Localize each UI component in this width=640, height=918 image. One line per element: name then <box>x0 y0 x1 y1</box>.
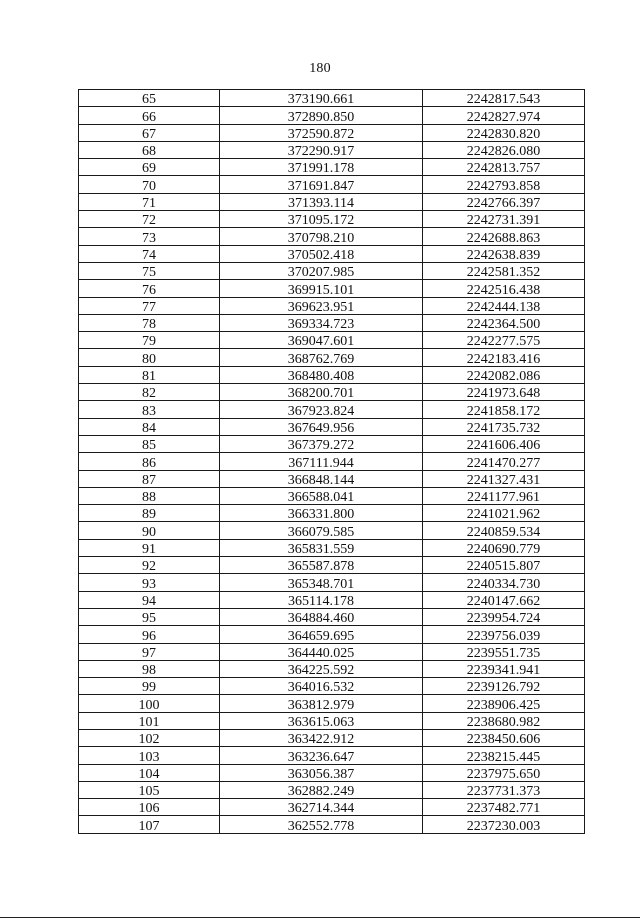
table-row <box>79 729 585 746</box>
point-number-cell: 95 <box>79 608 220 625</box>
x-coordinate-cell: 371991.178 <box>220 159 423 176</box>
x-coordinate-cell: 368480.408 <box>220 366 423 383</box>
table-row <box>79 643 585 660</box>
point-number-cell: 106 <box>79 799 220 816</box>
y-coordinate-cell: 2239341.941 <box>423 660 585 677</box>
table-row <box>79 349 585 366</box>
x-coordinate-cell: 369623.951 <box>220 297 423 314</box>
point-number-cell: 103 <box>79 747 220 764</box>
table-row <box>79 712 585 729</box>
y-coordinate-cell: 2242183.416 <box>423 349 585 366</box>
y-coordinate-cell: 2240859.534 <box>423 522 585 539</box>
table-row <box>79 574 585 591</box>
y-coordinate-cell: 2241021.962 <box>423 505 585 522</box>
point-number-cell: 97 <box>79 643 220 660</box>
table-row <box>79 297 585 314</box>
y-coordinate-cell: 2242766.397 <box>423 193 585 210</box>
table-row <box>79 660 585 677</box>
x-coordinate-cell: 363236.647 <box>220 747 423 764</box>
y-coordinate-cell: 2239756.039 <box>423 626 585 643</box>
y-coordinate-cell: 2239126.792 <box>423 678 585 695</box>
y-coordinate-cell: 2237230.003 <box>423 816 585 833</box>
y-coordinate-cell: 2242817.543 <box>423 90 585 107</box>
point-number-cell: 77 <box>79 297 220 314</box>
y-coordinate-cell: 2238906.425 <box>423 695 585 712</box>
x-coordinate-cell: 372890.850 <box>220 107 423 124</box>
y-coordinate-cell: 2241735.732 <box>423 418 585 435</box>
point-number-cell: 96 <box>79 626 220 643</box>
table-row <box>79 435 585 452</box>
x-coordinate-cell: 364016.532 <box>220 678 423 695</box>
point-number-cell: 65 <box>79 90 220 107</box>
y-coordinate-cell: 2242793.858 <box>423 176 585 193</box>
point-number-cell: 84 <box>79 418 220 435</box>
point-number-cell: 69 <box>79 159 220 176</box>
table-row <box>79 608 585 625</box>
table-row <box>79 505 585 522</box>
y-coordinate-cell: 2242688.863 <box>423 228 585 245</box>
y-coordinate-cell: 2240690.779 <box>423 539 585 556</box>
point-number-cell: 98 <box>79 660 220 677</box>
x-coordinate-cell: 372590.872 <box>220 124 423 141</box>
table-row <box>79 522 585 539</box>
x-coordinate-cell: 367923.824 <box>220 401 423 418</box>
y-coordinate-cell: 2242638.839 <box>423 245 585 262</box>
table-row <box>79 262 585 279</box>
table-row <box>79 366 585 383</box>
y-coordinate-cell: 2237731.373 <box>423 781 585 798</box>
table-row <box>79 228 585 245</box>
point-number-cell: 107 <box>79 816 220 833</box>
point-number-cell: 100 <box>79 695 220 712</box>
table-row <box>79 799 585 816</box>
y-coordinate-cell: 2242277.575 <box>423 332 585 349</box>
x-coordinate-cell: 367649.956 <box>220 418 423 435</box>
y-coordinate-cell: 2242364.500 <box>423 314 585 331</box>
page-number: 180 <box>309 61 331 76</box>
x-coordinate-cell: 371691.847 <box>220 176 423 193</box>
x-coordinate-cell: 362552.778 <box>220 816 423 833</box>
y-coordinate-cell: 2240515.807 <box>423 557 585 574</box>
point-number-cell: 79 <box>79 332 220 349</box>
table-row <box>79 781 585 798</box>
table-row <box>79 470 585 487</box>
y-coordinate-cell: 2239954.724 <box>423 608 585 625</box>
point-number-cell: 105 <box>79 781 220 798</box>
table-row <box>79 211 585 228</box>
point-number-cell: 76 <box>79 280 220 297</box>
x-coordinate-cell: 372290.917 <box>220 141 423 158</box>
table-row <box>79 764 585 781</box>
point-number-cell: 80 <box>79 349 220 366</box>
point-number-cell: 66 <box>79 107 220 124</box>
table-row <box>79 678 585 695</box>
y-coordinate-cell: 2242444.138 <box>423 297 585 314</box>
point-number-cell: 87 <box>79 470 220 487</box>
point-number-cell: 81 <box>79 366 220 383</box>
y-coordinate-cell: 2240334.730 <box>423 574 585 591</box>
coordinate-table-body <box>79 90 585 834</box>
point-number-cell: 83 <box>79 401 220 418</box>
y-coordinate-cell: 2241177.961 <box>423 487 585 504</box>
x-coordinate-cell: 368200.701 <box>220 384 423 401</box>
y-coordinate-cell: 2242516.438 <box>423 280 585 297</box>
x-coordinate-cell: 369047.601 <box>220 332 423 349</box>
x-coordinate-cell: 364884.460 <box>220 608 423 625</box>
x-coordinate-cell: 369334.723 <box>220 314 423 331</box>
point-number-cell: 72 <box>79 211 220 228</box>
y-coordinate-cell: 2242082.086 <box>423 366 585 383</box>
x-coordinate-cell: 366079.585 <box>220 522 423 539</box>
y-coordinate-cell: 2238215.445 <box>423 747 585 764</box>
point-number-cell: 85 <box>79 435 220 452</box>
table-row <box>79 557 585 574</box>
y-coordinate-cell: 2242731.391 <box>423 211 585 228</box>
x-coordinate-cell: 364659.695 <box>220 626 423 643</box>
y-coordinate-cell: 2241858.172 <box>423 401 585 418</box>
table-row <box>79 90 585 107</box>
table-row <box>79 176 585 193</box>
x-coordinate-cell: 373190.661 <box>220 90 423 107</box>
point-number-cell: 90 <box>79 522 220 539</box>
point-number-cell: 71 <box>79 193 220 210</box>
point-number-cell: 94 <box>79 591 220 608</box>
table-row <box>79 626 585 643</box>
point-number-cell: 67 <box>79 124 220 141</box>
x-coordinate-cell: 362714.344 <box>220 799 423 816</box>
x-coordinate-cell: 364225.592 <box>220 660 423 677</box>
x-coordinate-cell: 362882.249 <box>220 781 423 798</box>
y-coordinate-cell: 2241327.431 <box>423 470 585 487</box>
table-row <box>79 107 585 124</box>
point-number-cell: 92 <box>79 557 220 574</box>
x-coordinate-cell: 364440.025 <box>220 643 423 660</box>
point-number-cell: 88 <box>79 487 220 504</box>
table-row <box>79 453 585 470</box>
point-number-cell: 75 <box>79 262 220 279</box>
y-coordinate-cell: 2241606.406 <box>423 435 585 452</box>
x-coordinate-cell: 365114.178 <box>220 591 423 608</box>
y-coordinate-cell: 2240147.662 <box>423 591 585 608</box>
y-coordinate-cell: 2241470.277 <box>423 453 585 470</box>
y-coordinate-cell: 2242813.757 <box>423 159 585 176</box>
x-coordinate-cell: 365831.559 <box>220 539 423 556</box>
x-coordinate-cell: 370798.210 <box>220 228 423 245</box>
y-coordinate-cell: 2239551.735 <box>423 643 585 660</box>
point-number-cell: 86 <box>79 453 220 470</box>
x-coordinate-cell: 363422.912 <box>220 729 423 746</box>
point-number-cell: 101 <box>79 712 220 729</box>
table-row <box>79 418 585 435</box>
point-number-cell: 102 <box>79 729 220 746</box>
point-number-cell: 89 <box>79 505 220 522</box>
table-row <box>79 159 585 176</box>
point-number-cell: 104 <box>79 764 220 781</box>
point-number-cell: 68 <box>79 141 220 158</box>
y-coordinate-cell: 2238680.982 <box>423 712 585 729</box>
x-coordinate-cell: 365587.878 <box>220 557 423 574</box>
point-number-cell: 70 <box>79 176 220 193</box>
table-row <box>79 539 585 556</box>
point-number-cell: 73 <box>79 228 220 245</box>
table-row <box>79 314 585 331</box>
point-number-cell: 91 <box>79 539 220 556</box>
table-row <box>79 193 585 210</box>
x-coordinate-cell: 363812.979 <box>220 695 423 712</box>
point-number-cell: 78 <box>79 314 220 331</box>
coordinate-table <box>78 89 585 834</box>
x-coordinate-cell: 363615.063 <box>220 712 423 729</box>
y-coordinate-cell: 2237975.650 <box>423 764 585 781</box>
table-row <box>79 141 585 158</box>
x-coordinate-cell: 370502.418 <box>220 245 423 262</box>
table-row <box>79 747 585 764</box>
table-row <box>79 245 585 262</box>
x-coordinate-cell: 371393.114 <box>220 193 423 210</box>
point-number-cell: 82 <box>79 384 220 401</box>
x-coordinate-cell: 369915.101 <box>220 280 423 297</box>
table-row <box>79 384 585 401</box>
table-row <box>79 332 585 349</box>
x-coordinate-cell: 368762.769 <box>220 349 423 366</box>
y-coordinate-cell: 2242581.352 <box>423 262 585 279</box>
x-coordinate-cell: 366331.800 <box>220 505 423 522</box>
y-coordinate-cell: 2242827.974 <box>423 107 585 124</box>
y-coordinate-cell: 2242830.820 <box>423 124 585 141</box>
y-coordinate-cell: 2242826.080 <box>423 141 585 158</box>
x-coordinate-cell: 367111.944 <box>220 453 423 470</box>
point-number-cell: 74 <box>79 245 220 262</box>
table-row <box>79 591 585 608</box>
x-coordinate-cell: 371095.172 <box>220 211 423 228</box>
table-row <box>79 695 585 712</box>
point-number-cell: 93 <box>79 574 220 591</box>
table-row <box>79 487 585 504</box>
table-row <box>79 816 585 833</box>
x-coordinate-cell: 367379.272 <box>220 435 423 452</box>
x-coordinate-cell: 363056.387 <box>220 764 423 781</box>
y-coordinate-cell: 2241973.648 <box>423 384 585 401</box>
x-coordinate-cell: 366588.041 <box>220 487 423 504</box>
point-number-cell: 99 <box>79 678 220 695</box>
table-row <box>79 124 585 141</box>
y-coordinate-cell: 2238450.606 <box>423 729 585 746</box>
x-coordinate-cell: 370207.985 <box>220 262 423 279</box>
x-coordinate-cell: 366848.144 <box>220 470 423 487</box>
y-coordinate-cell: 2237482.771 <box>423 799 585 816</box>
x-coordinate-cell: 365348.701 <box>220 574 423 591</box>
table-row <box>79 280 585 297</box>
table-row <box>79 401 585 418</box>
